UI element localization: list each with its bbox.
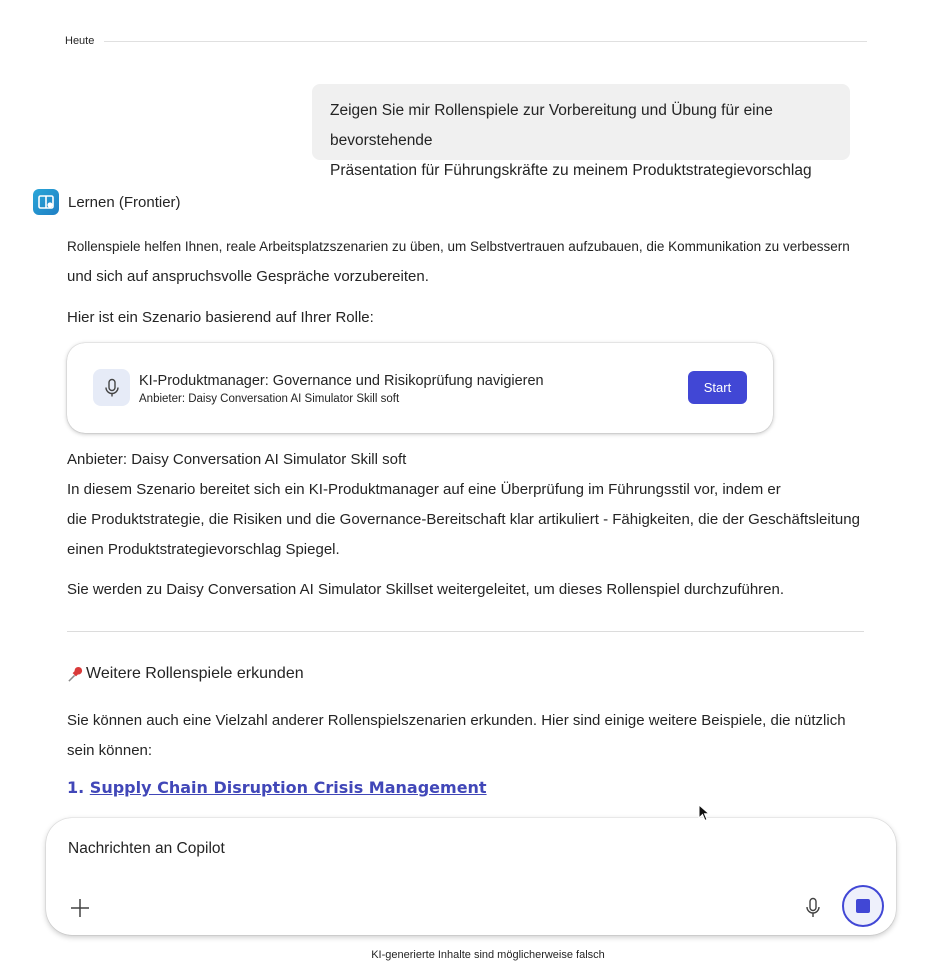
plus-icon[interactable] xyxy=(66,894,94,922)
provider-line: Anbieter: Daisy Conversation AI Simulator Skill soft xyxy=(67,451,407,468)
user-message-line: Zeigen Sie mir Rollenspiele zur Vorbereitung und Übung für eine bevorstehende xyxy=(330,102,773,149)
intro-line: Rollenspiele helfen Ihnen, reale Arbeitsplatzszenarien zu üben, um Selbstvertrauen aufzubauen, die Kommunikation zu verbessern xyxy=(67,239,850,254)
message-input[interactable] xyxy=(68,838,768,860)
example-item xyxy=(67,778,487,797)
microphone-icon[interactable] xyxy=(799,894,827,922)
date-divider xyxy=(65,33,867,49)
more-roleplays-heading xyxy=(67,665,304,683)
assistant-header xyxy=(33,189,181,215)
example-number: 1. xyxy=(67,778,85,797)
intro-line: und sich auf anspruchsvolle Gespräche vorzubereiten. xyxy=(67,268,429,285)
scenario-card[interactable] xyxy=(67,343,773,433)
scenario-description xyxy=(67,475,907,565)
more-text xyxy=(67,706,907,766)
microphone-icon xyxy=(93,369,130,406)
section-divider xyxy=(67,631,864,632)
more-line: sein können: xyxy=(67,742,153,759)
mouse-cursor-icon xyxy=(698,804,710,822)
disclaimer: KI-generierte Inhalte sind möglicherweise falsch xyxy=(371,949,605,961)
start-button[interactable]: Start xyxy=(688,371,747,404)
pushpin-icon xyxy=(67,666,84,683)
scenario-intro: Hier ist ein Szenario basierend auf Ihrer Rolle: xyxy=(67,309,374,326)
stop-icon xyxy=(856,899,870,913)
scenario-provider: Anbieter: Daisy Conversation AI Simulator Skill soft xyxy=(139,393,400,405)
description-line: einen Produktstrategievorschlag Spiegel. xyxy=(67,541,340,558)
user-message-line: Präsentation für Führungskräfte zu meinem Produktstrategievorschlag xyxy=(330,162,812,179)
more-line: Sie können auch eine Vielzahl anderer Rollenspielszenarien erkunden. Hier sind einige weitere Beispiele, die nützlich xyxy=(67,712,846,729)
date-label: Heute xyxy=(65,35,95,47)
redirect-text: Sie werden zu Daisy Conversation AI Simulator Skillset weitergeleitet, um dieses Rollenspiel durchzuführen. xyxy=(67,581,785,598)
scenario-title: KI-Produktmanager: Governance und Risikoprüfung navigieren xyxy=(139,373,544,389)
more-heading-label: Weitere Rollenspiele erkunden xyxy=(86,665,304,682)
example-link[interactable]: Supply Chain Disruption Crisis Management xyxy=(89,778,487,797)
learning-agent-icon xyxy=(33,189,59,215)
user-message-bubble xyxy=(312,84,850,179)
message-composer xyxy=(46,818,896,935)
description-line: In diesem Szenario bereitet sich ein KI-Produktmanager auf eine Überprüfung im Führungsstil vor, indem er xyxy=(67,481,781,498)
date-divider-line xyxy=(104,41,867,42)
intro-text xyxy=(67,232,907,292)
description-line: die Produktstrategie, die Risiken und die Governance-Bereitschaft klar artikuliert - Fähigkeiten, die der Geschäftsleitung xyxy=(67,511,860,528)
agent-name: Lernen (Frontier) xyxy=(68,193,181,211)
stop-button[interactable] xyxy=(842,885,884,927)
